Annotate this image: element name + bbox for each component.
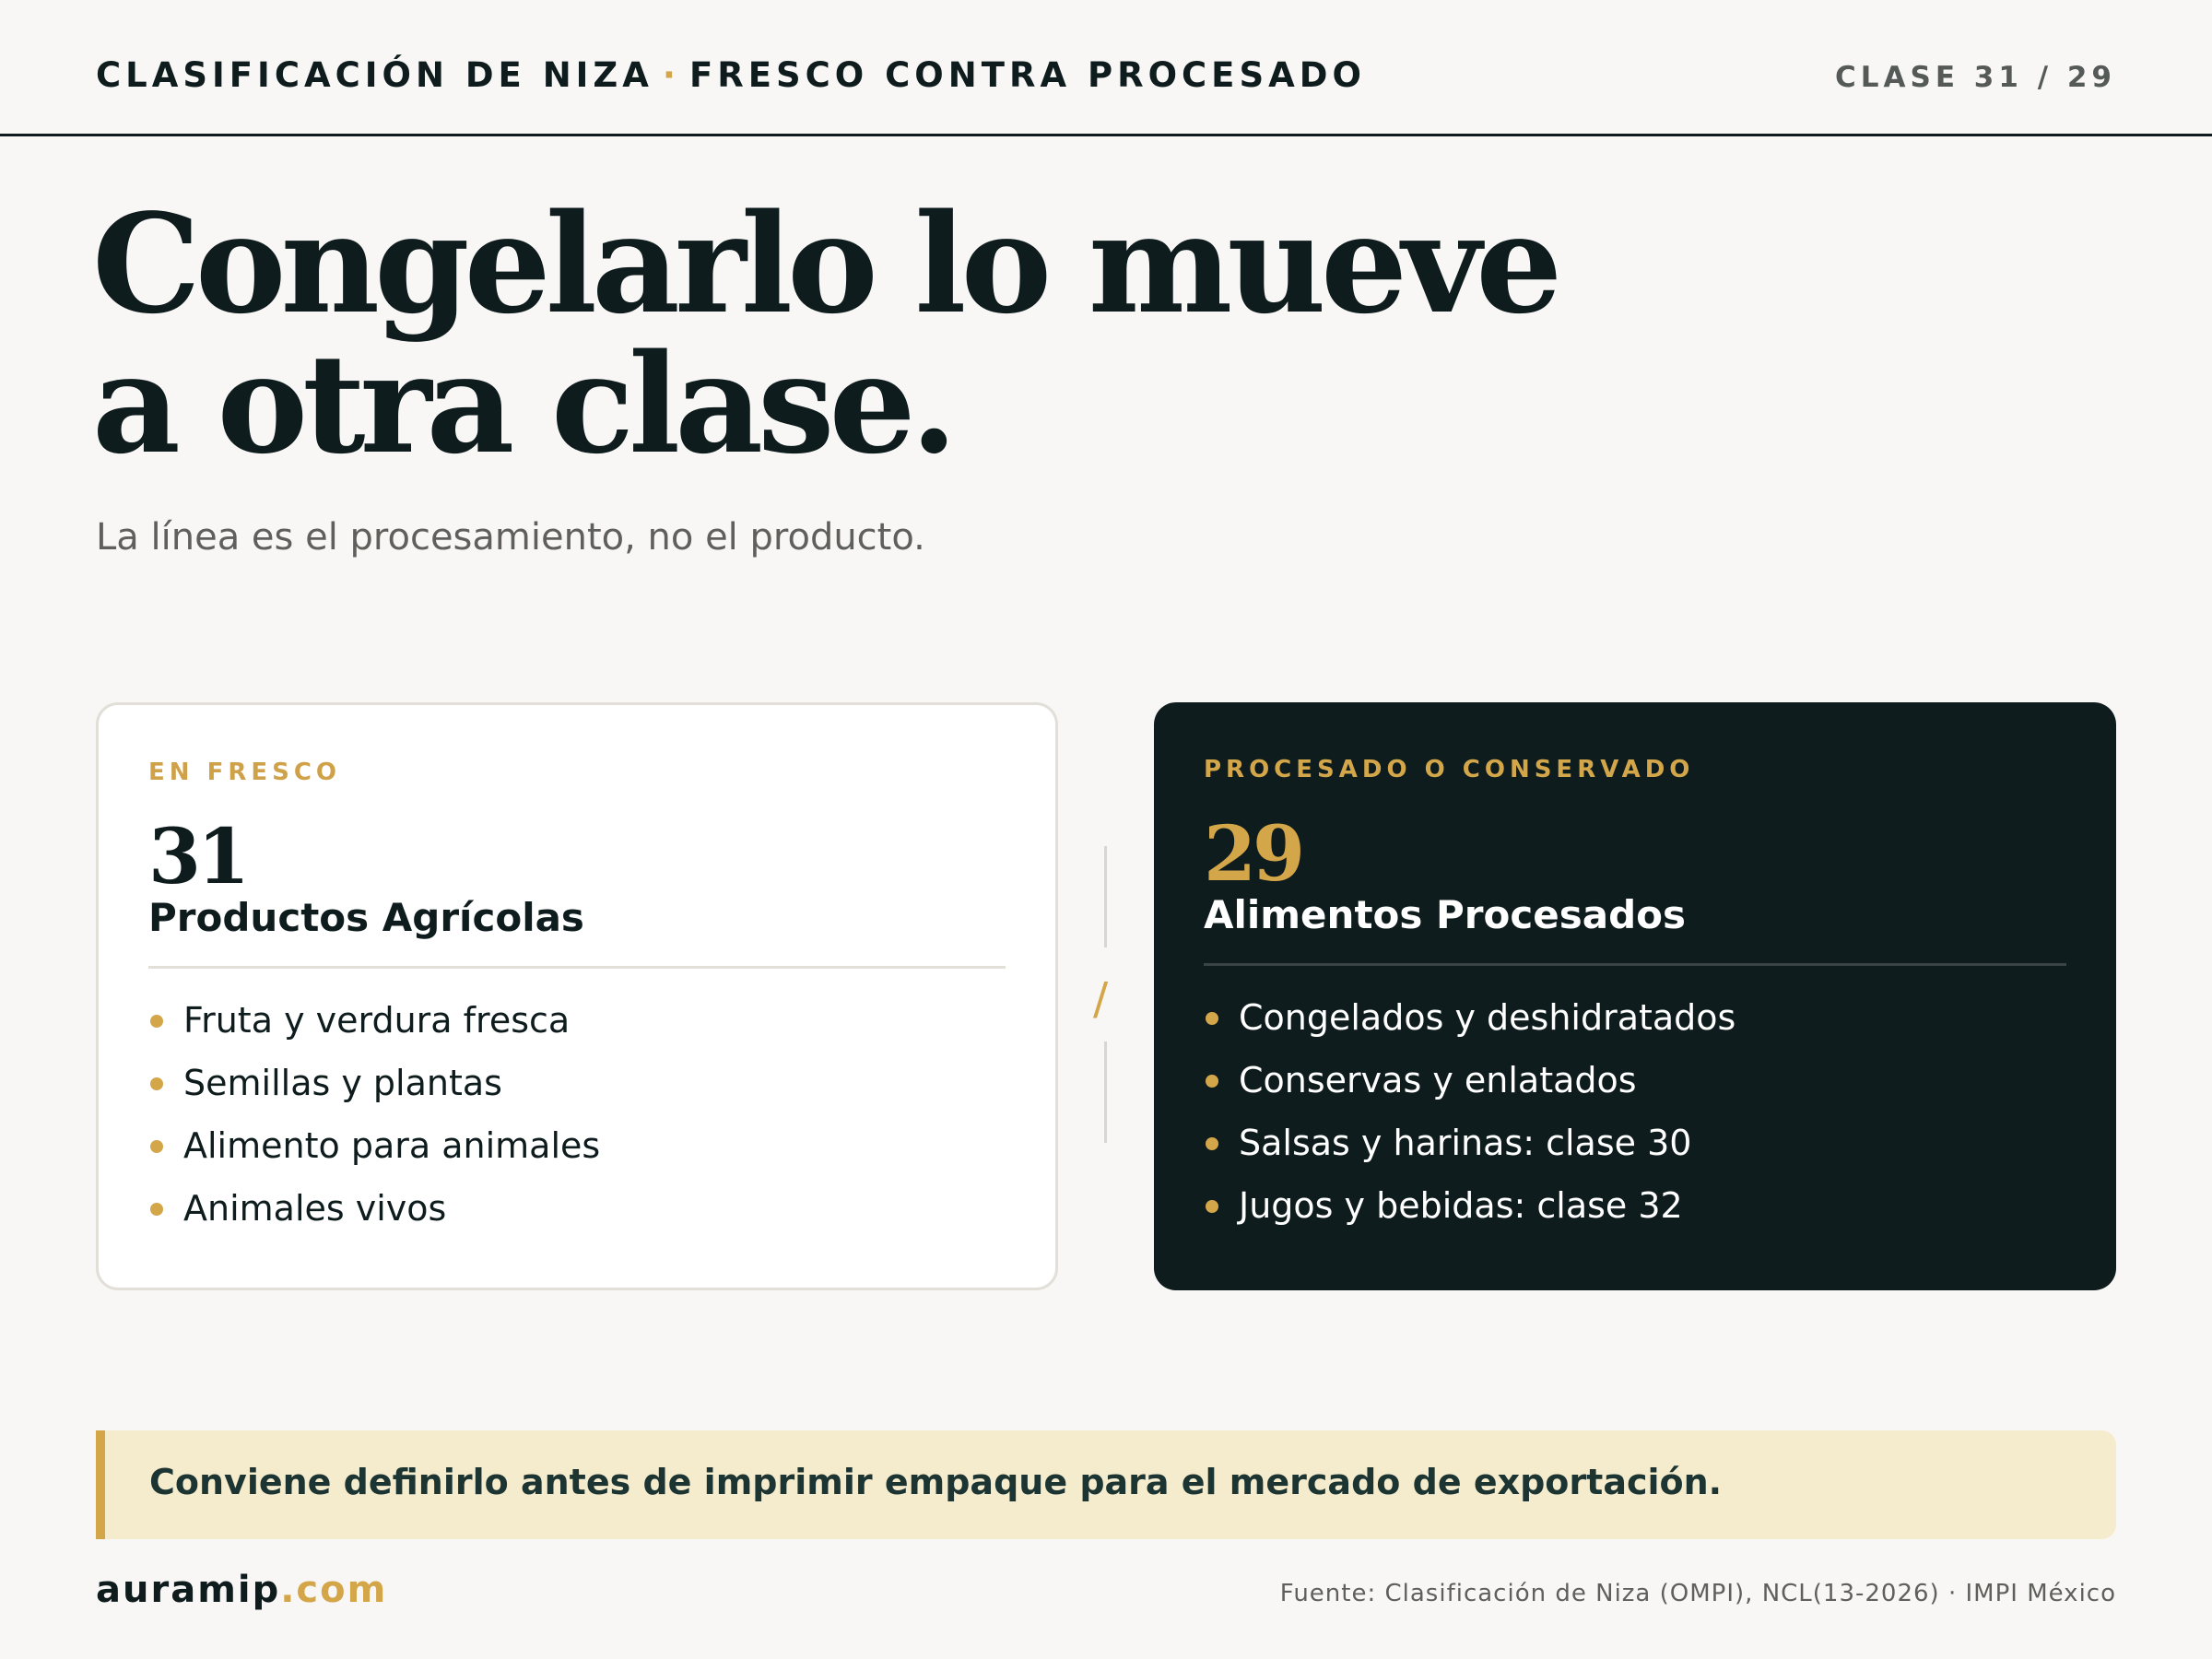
bullet-icon: [150, 1015, 163, 1028]
vertical-divider-bottom: [1104, 1041, 1107, 1143]
bullet-icon: [1206, 1075, 1218, 1088]
list-item: [1204, 1182, 2066, 1244]
callout-banner: [96, 1430, 2116, 1539]
bullet-icon: [1206, 1012, 1218, 1025]
processed-card-kicker: PROCESADO O CONSERVADO: [1204, 756, 1695, 783]
header-title-part1: CLASIFICACIÓN DE NIZA: [96, 55, 653, 95]
list-item-text: Semillas y plantas: [183, 1063, 502, 1103]
fresh-card-class-name: Productos Agrícolas: [148, 895, 584, 940]
brand-name: auramip: [96, 1569, 281, 1611]
list-item-text: Congelados y deshidratados: [1239, 997, 1736, 1038]
list-item-text: Animales vivos: [183, 1188, 447, 1229]
list-item: [1204, 1119, 2066, 1182]
processed-card-list: [1204, 994, 2066, 1244]
brand-link[interactable]: [96, 1569, 387, 1611]
list-item-text: Conservas y enlatados: [1239, 1060, 1637, 1100]
list-item-text: Alimento para animales: [183, 1125, 601, 1166]
processed-card-class-name: Alimentos Procesados: [1204, 892, 1686, 937]
header-class-indicator: CLASE 31 / 29: [1835, 61, 2116, 94]
page-title-line2: a otra clase.: [92, 324, 953, 484]
list-item: [148, 996, 1006, 1059]
list-item-text: Fruta y verdura fresca: [183, 1000, 571, 1041]
header-title-part2: FRESCO CONTRA PROCESADO: [688, 55, 1366, 95]
fresh-card-class-number: 31: [148, 813, 247, 901]
divider-slash: /: [1093, 973, 1109, 1025]
source-note: Fuente: Clasificación de Niza (OMPI), NCL(13-2026) · IMPI México: [1279, 1580, 2116, 1607]
header-title: [96, 55, 1366, 95]
list-item-text: Salsas y harinas: clase 30: [1239, 1123, 1692, 1163]
fresh-card: [96, 702, 1058, 1290]
page-title-line1: Congelarlo lo mueve: [92, 183, 1558, 344]
fresh-card-kicker: EN FRESCO: [148, 759, 342, 786]
fresh-card-divider: [148, 966, 1006, 969]
callout-text: Conviene definirlo antes de imprimir empaque para el mercado de exportación.: [149, 1462, 1723, 1502]
list-item: [1204, 994, 2066, 1056]
processed-card: [1154, 702, 2116, 1290]
list-item: [148, 1059, 1006, 1122]
processed-card-class-number: 29: [1204, 810, 1302, 899]
bullet-icon: [150, 1077, 163, 1090]
list-item: [148, 1122, 1006, 1184]
bullet-icon: [1206, 1200, 1218, 1213]
bullet-icon: [150, 1140, 163, 1153]
bullet-icon: [1206, 1137, 1218, 1150]
brand-tld: .com: [280, 1569, 388, 1611]
list-item: [148, 1184, 1006, 1247]
bullet-icon: [150, 1203, 163, 1216]
list-item-text: Jugos y bebidas: clase 32: [1239, 1185, 1683, 1226]
header: [0, 0, 2212, 136]
header-separator: ·: [662, 55, 680, 95]
page-subtitle: La línea es el procesamiento, no el producto.: [96, 516, 925, 559]
processed-card-divider: [1204, 963, 2066, 966]
list-item: [1204, 1056, 2066, 1119]
fresh-card-list: [148, 996, 1006, 1247]
page-title: [92, 183, 1558, 484]
vertical-divider-top: [1104, 846, 1107, 947]
